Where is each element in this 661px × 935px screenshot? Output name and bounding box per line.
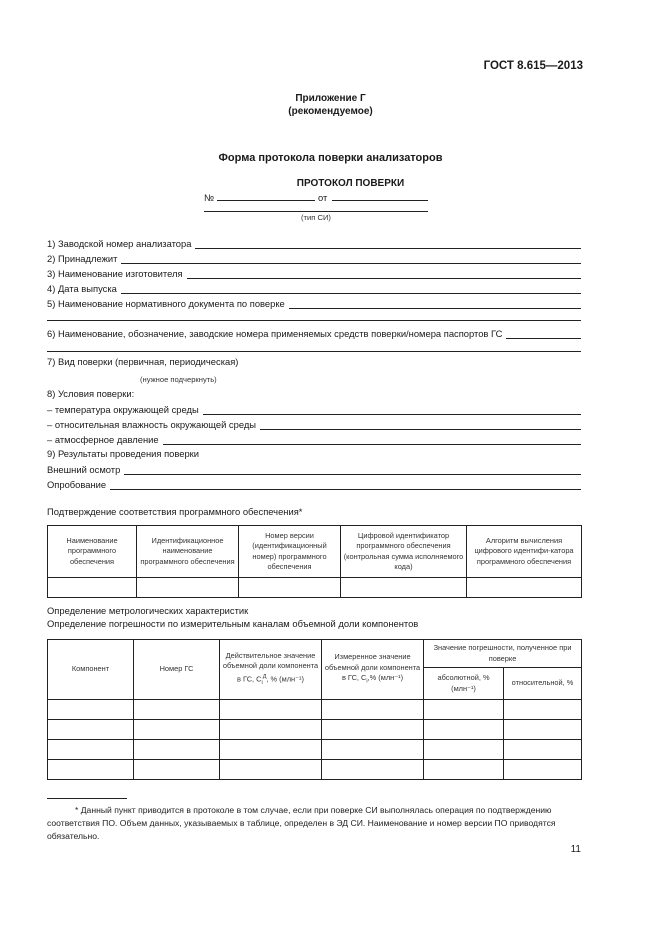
software-col-algorithm: Алгоритм вычисления цифрового идентифи-катора программного обеспечения	[467, 526, 582, 578]
table-cell[interactable]	[322, 700, 424, 720]
field-line[interactable]	[289, 300, 581, 309]
field-label: – атмосферное давление	[47, 434, 159, 445]
table-cell[interactable]	[134, 760, 220, 780]
footnote: * Данный пункт приводится в протоколе в том случае, если при поверке СИ выполнялась операция по подтверждению соответствия ПО. Объем данных, указываемых в таблице, определен в ЭД СИ. Наименование и номер версии ПО приводятся обязательно.	[47, 805, 556, 841]
metrology-table	[47, 639, 582, 780]
software-col-name: Наименование программного обеспечения	[48, 526, 137, 578]
date-label: от	[318, 192, 328, 203]
table-cell[interactable]	[424, 740, 504, 760]
table-row	[48, 740, 582, 760]
page-number: 11	[570, 844, 581, 855]
field-label: – относительная влажность окружающей среды	[47, 419, 257, 430]
software-col-identifier: Идентификационное наименование программного обеспечения	[137, 526, 239, 578]
table-cell[interactable]	[220, 740, 322, 760]
field-visual-inspection[interactable]	[47, 462, 581, 475]
software-col-version: Номер версии (идентификационный номер) программного обеспечения	[239, 526, 341, 578]
field-verification-type: 7) Вид поверки (первичная, периодическая)	[47, 356, 239, 367]
table-row	[48, 578, 582, 598]
field-label: Опробование	[47, 479, 107, 490]
table-cell[interactable]	[48, 700, 134, 720]
field-label: 4) Дата выпуска	[47, 283, 117, 294]
field-label: 5) Наименование нормативного документа по поверке	[47, 298, 285, 309]
field-label: 2) Принадлежит	[47, 253, 118, 264]
field-line[interactable]	[124, 466, 581, 475]
date-field[interactable]	[332, 200, 428, 201]
table-cell[interactable]	[424, 760, 504, 780]
table-row	[48, 760, 582, 780]
col-error-group: Значение погрешности, полученное при поверке	[424, 640, 582, 668]
appendix-heading	[0, 92, 661, 118]
table-cell[interactable]	[239, 578, 341, 598]
table-row	[48, 720, 582, 740]
appendix-title: Приложение Г	[295, 93, 366, 104]
field-line[interactable]	[121, 255, 581, 264]
col-absolute-error: абсолютной, % (млн⁻¹)	[424, 668, 504, 700]
table-cell[interactable]	[341, 578, 467, 598]
field-line[interactable]	[506, 330, 581, 339]
field-results: 9) Результаты проведения поверки	[47, 448, 200, 459]
table-row	[48, 700, 582, 720]
table-cell[interactable]	[220, 760, 322, 780]
field-manufacturer[interactable]	[47, 266, 581, 279]
field-temperature[interactable]	[47, 402, 581, 415]
field-verification-means[interactable]	[47, 326, 581, 339]
table-cell[interactable]	[424, 720, 504, 740]
col-component: Компонент	[48, 640, 134, 700]
table-cell[interactable]	[504, 700, 582, 720]
field-line[interactable]	[110, 481, 581, 490]
field-line[interactable]	[203, 406, 581, 415]
table-cell[interactable]	[322, 740, 424, 760]
table-cell[interactable]	[137, 578, 239, 598]
table-cell[interactable]	[48, 760, 134, 780]
field-label: 3) Наименование изготовителя	[47, 268, 183, 279]
metrology-heading: Определение метрологических характеристик	[47, 605, 249, 616]
table-cell[interactable]	[322, 760, 424, 780]
software-heading: Подтверждение соответствия программного обеспечения*	[47, 506, 303, 517]
col-relative-error: относительной, %	[504, 668, 582, 700]
table-cell[interactable]	[48, 578, 137, 598]
table-cell[interactable]	[504, 760, 582, 780]
col-measured-value: Измеренное значение объемной доли компонента в ГС, $C_i,\%$ (млн⁻¹)	[322, 640, 424, 700]
table-cell[interactable]	[322, 720, 424, 740]
form-title: Форма протокола поверки анализаторов	[218, 152, 443, 164]
table-cell[interactable]	[220, 720, 322, 740]
underline-note: (нужное подчеркнуть)	[140, 375, 217, 384]
continuation-line[interactable]	[47, 312, 581, 321]
document-code: ГОСТ 8.615—2013	[483, 60, 583, 72]
number-field[interactable]	[217, 200, 315, 201]
table-cell[interactable]	[504, 720, 582, 740]
field-conditions: 8) Условия поверки:	[47, 388, 135, 399]
protocol-title: ПРОТОКОЛ ПОВЕРКИ	[296, 178, 405, 189]
field-testing[interactable]	[47, 477, 581, 490]
software-col-checksum: Цифровой идентификатор программного обеспечения (контрольная сумма исполняемого кода)	[341, 526, 467, 578]
field-label: 1) Заводской номер анализатора	[47, 238, 192, 249]
table-cell[interactable]	[134, 700, 220, 720]
field-serial-number[interactable]	[47, 236, 581, 249]
software-table	[47, 525, 582, 598]
field-line[interactable]	[187, 270, 581, 279]
field-line[interactable]	[195, 240, 581, 249]
field-label: Внешний осмотр	[47, 464, 121, 475]
appendix-subtitle: (рекомендуемое)	[288, 106, 373, 117]
table-cell[interactable]	[220, 700, 322, 720]
field-label: – температура окружающей среды	[47, 404, 199, 415]
table-cell[interactable]	[467, 578, 582, 598]
field-normative-document[interactable]	[47, 296, 581, 309]
field-line[interactable]	[121, 285, 581, 294]
table-cell[interactable]	[48, 720, 134, 740]
field-label: 6) Наименование, обозначение, заводские номера применяемых средств поверки/номера паспортов ГС	[47, 328, 503, 339]
field-humidity[interactable]	[47, 417, 581, 430]
field-pressure[interactable]	[47, 432, 581, 445]
field-line[interactable]	[260, 421, 581, 430]
field-release-date[interactable]	[47, 281, 581, 294]
instrument-type-caption: (тип СИ)	[301, 213, 331, 222]
col-gs-number: Номер ГС	[134, 640, 220, 700]
table-cell[interactable]	[134, 720, 220, 740]
table-cell[interactable]	[504, 740, 582, 760]
table-cell[interactable]	[48, 740, 134, 760]
col-actual-value: Действительное значение объемной доли компонента в ГС, $C_i^Д$, % (млн⁻¹)	[220, 640, 322, 700]
table-cell[interactable]	[424, 700, 504, 720]
error-heading: Определение погрешности по измерительным каналам объемной доли компонентов	[47, 618, 419, 629]
instrument-type-field[interactable]	[204, 211, 428, 212]
continuation-line[interactable]	[47, 343, 581, 352]
field-line[interactable]	[163, 436, 581, 445]
footnote-divider	[47, 798, 127, 799]
number-label: №	[204, 192, 215, 203]
protocol-number-date	[204, 190, 428, 203]
field-owner[interactable]	[47, 251, 581, 264]
table-cell[interactable]	[134, 740, 220, 760]
